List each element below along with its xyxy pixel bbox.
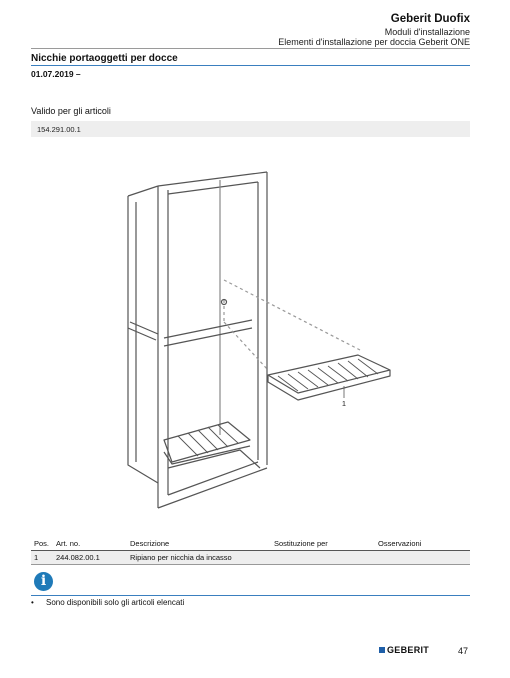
col-art-no: Art. no. xyxy=(53,537,127,551)
info-icon: i xyxy=(34,572,53,591)
parts-table xyxy=(31,537,470,565)
cell-art-no: 244.082.00.1 xyxy=(53,551,127,565)
cell-remarks xyxy=(375,551,470,565)
section-rule xyxy=(31,65,470,66)
cell-description: Ripiano per nicchia da incasso xyxy=(127,551,271,565)
col-replacement: Sostituzione per xyxy=(271,537,375,551)
info-rule xyxy=(31,595,470,596)
valid-articles-label: Valido per gli articoli xyxy=(31,106,111,116)
logo-text: GEBERIT xyxy=(387,645,430,655)
page-number: 47 xyxy=(458,646,469,656)
header-rule xyxy=(31,48,470,49)
header-subtitle-2: Elementi d'installazione per doccia Geberit ONE xyxy=(278,37,470,47)
col-pos: Pos. xyxy=(31,537,53,551)
logo-square-icon xyxy=(379,647,385,653)
cell-pos: 1 xyxy=(31,551,53,565)
article-list-box xyxy=(31,121,470,137)
col-description: Descrizione xyxy=(127,537,271,551)
callout-label: 1 xyxy=(341,399,347,408)
header-subtitle: Moduli d'installazione xyxy=(384,27,470,37)
parts-table-header xyxy=(31,537,470,551)
bullet: • xyxy=(31,598,34,607)
col-remarks: Osservazioni xyxy=(375,537,470,551)
article-number: 154.291.00.1 xyxy=(37,125,81,134)
section-title: Nicchie portaoggetti per docce xyxy=(31,53,178,64)
exploded-drawing xyxy=(100,150,400,520)
info-note: Sono disponibili solo gli articoli elencati xyxy=(46,598,185,607)
brand-title: Geberit Duofix xyxy=(390,13,470,25)
geberit-logo xyxy=(379,645,429,655)
date-range: 01.07.2019 – xyxy=(31,69,81,79)
cell-replacement xyxy=(271,551,375,565)
table-row xyxy=(31,551,470,565)
